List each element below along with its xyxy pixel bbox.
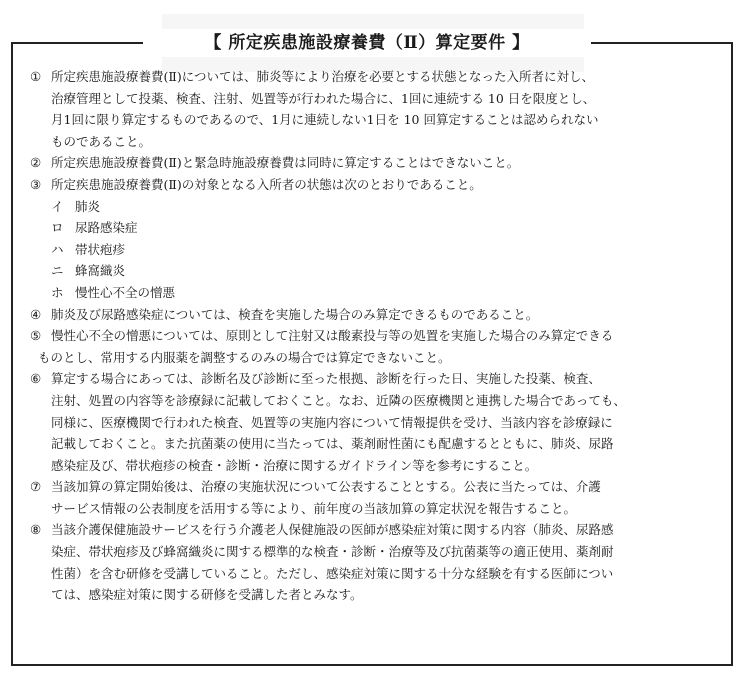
item-text: 治療管理として投薬、検査、注射、処置等が行われた場合に、1回に連続する 10 日を限度とし、 <box>51 90 596 106</box>
condition-item <box>30 260 720 282</box>
requirement-item-4 <box>30 304 720 326</box>
item-text: 記載しておくこと。また抗菌薬の使用に当たっては、薬剤耐性菌にも配慮するとともに、肺炎、尿路 <box>51 436 614 452</box>
item-text: 当該介護保健施設サービスを行う介護老人保健施設の医師が感染症対策に関する内容（肺炎、尿路感 <box>51 522 614 538</box>
requirement-item-3 <box>30 174 720 304</box>
condition-item <box>30 196 720 218</box>
condition-item <box>30 239 720 261</box>
condition-text: 慢性心不全の憎悪 <box>75 284 176 300</box>
item-marker: ⑤ <box>30 328 42 344</box>
condition-text: 尿路感染症 <box>75 220 138 236</box>
item-marker: ④ <box>30 306 42 322</box>
item-text: 所定疾患施設療養費(Ⅱ)については、肺炎等により治療を必要とする状態となった入所者に対し、 <box>51 69 595 84</box>
requirement-item-2 <box>30 152 720 174</box>
item-marker: ⑧ <box>30 522 42 538</box>
item-text: 算定する場合にあっては、診断名及び診断に至った根拠、診断を行った日、実施した投薬、検査、 <box>51 371 601 387</box>
requirement-item-7 <box>30 476 720 519</box>
condition-text: 肺炎 <box>75 198 101 214</box>
requirements-list <box>30 66 720 606</box>
item-text: 注射、処置の内容等を診療録に記載しておくこと。なお、近隣の医療機関と連携した場合であっても、 <box>51 392 626 408</box>
requirement-item-5 <box>30 325 720 368</box>
condition-marker: ハ <box>51 241 64 257</box>
item-text: 肺炎及び尿路感染症については、検査を実施した場合のみ算定できるものであること。 <box>51 306 539 322</box>
item-text: 染症、帯状疱疹及び蜂窩織炎に関する標準的な検査・診断・治療等及び抗菌薬等の適正使用、薬剤耐 <box>51 544 614 560</box>
requirement-item-1 <box>30 66 720 152</box>
condition-marker: イ <box>51 198 64 214</box>
requirement-item-8 <box>30 519 720 605</box>
condition-text: 蜂窩織炎 <box>75 263 126 279</box>
condition-text: 帯状疱疹 <box>75 241 126 257</box>
item-marker: ⑦ <box>30 479 42 495</box>
condition-marker: ロ <box>51 220 64 236</box>
item-text: ては、感染症対策に関する研修を受講した者とみなす。 <box>51 587 363 603</box>
item-text: 感染症及び、帯状疱疹の検査・診断・治療に関するガイドライン等を参考にすること。 <box>51 457 538 473</box>
box-title: 【 所定疾患施設療養費（Ⅱ）算定要件 】 <box>143 29 591 57</box>
item-text: 当該加算の算定開始後は、治療の実施状況について公表することとする。公表に当たっては、介護 <box>51 479 601 495</box>
condition-item <box>30 282 720 304</box>
item-text: 所定疾患施設療養費(Ⅱ)の対象となる入所者の状態は次のとおりであること。 <box>51 176 482 192</box>
item-text: 所定疾患施設療養費(Ⅱ)と緊急時施設療養費は同時に算定することはできないこと。 <box>51 155 520 171</box>
item-text: ものとし、常用する内服薬を調整するのみの場合では算定できないこと。 <box>38 349 451 365</box>
item-text: ものであること。 <box>51 133 152 149</box>
item-marker: ③ <box>30 176 42 192</box>
item-text: サービス情報の公表制度を活用する等により、前年度の当該加算の算定状況を報告すること。 <box>51 500 577 516</box>
item-text: 月1回に限り算定するものであるので、1月に連続しない1日を 10 回算定することは認められない <box>51 112 599 128</box>
condition-marker: ホ <box>51 284 64 300</box>
item-text: 同様に、医療機関で行われた検査、処置等の実施内容について情報提供を受け、当該内容を診療録に <box>51 414 613 430</box>
condition-marker: ニ <box>51 263 64 279</box>
requirement-item-6 <box>30 368 720 476</box>
item-marker: ⑥ <box>30 371 42 387</box>
item-marker: ① <box>30 69 42 84</box>
condition-item <box>30 217 720 239</box>
item-marker: ② <box>30 155 42 171</box>
item-text: 性菌）を含む研修を受講していること。ただし、感染症対策に関する十分な経験を有する医師につい <box>51 565 614 581</box>
item-text: 慢性心不全の憎悪については、原則として注射又は酸素投与等の処置を実施した場合のみ算定できる <box>51 328 614 344</box>
